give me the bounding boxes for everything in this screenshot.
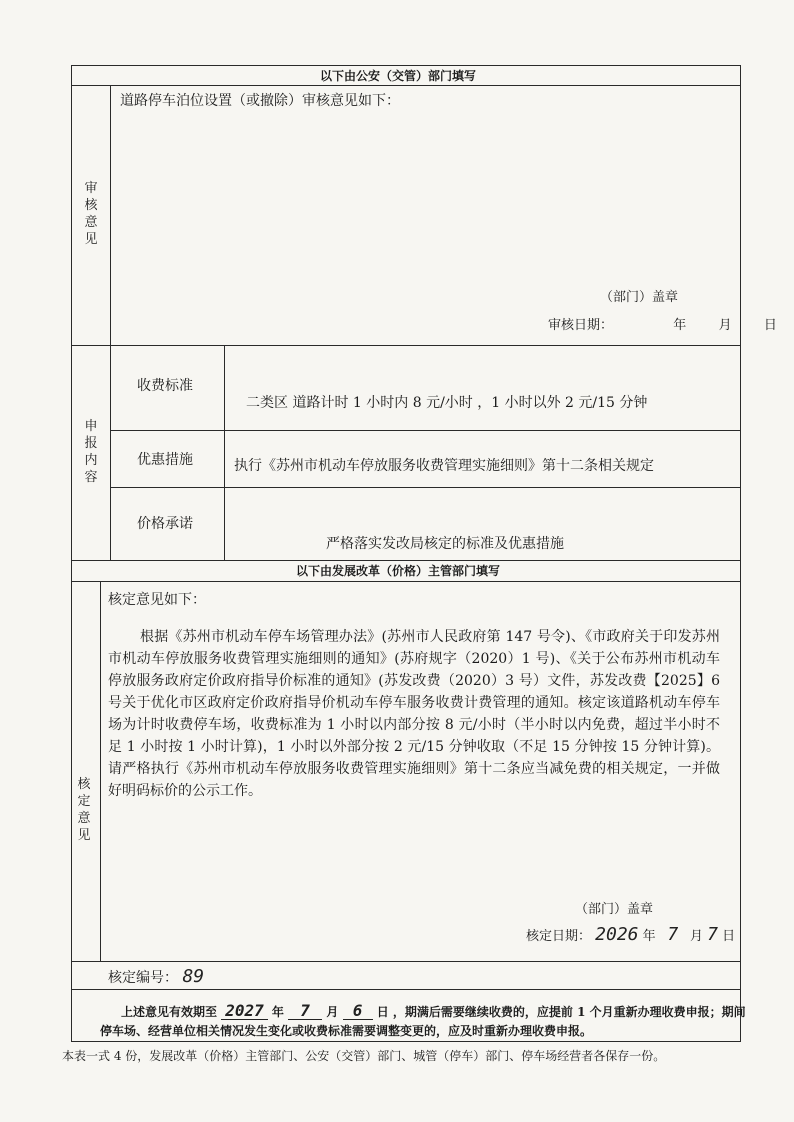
validity-line-2: 停车场、经营单位相关情况发生变化或收费标准需要调整变更的，应及时重新办理收费申报。 bbox=[100, 1024, 593, 1038]
price-opinion-text: 根据《苏州市机动车停车场管理办法》(苏州市人民政府第 147 号令)、《市政府关于印发苏州市机动车停放服务收费管理实施细则的通知》(苏府规字（2020）1 号)、《关于公布苏州市机动车停放服务政府定价政府指导价标准的通知》(苏发改费（2020）3 号）文件，苏发改费【2025】6 号关于优化市区政府定价政府指导价机动车停车服务收费计费管理的通知。核定该道路机动车停车场为计时收费停车场，收费标准为 1 小时以内部分按 8 元/小时（半小时以内免费，超过半小时不足 1 小时按 1 小时计算)，1 小时以外部分按 2 元/15 分钟收取（不足 15 分钟按 15 分钟计算)。请严格执行《苏州市机动车停放服务收费管理实施细则》第十二条应当减免费的相关规定，一并做好明码标价的公示工作。 bbox=[108, 629, 720, 799]
police-review-date bbox=[548, 319, 777, 332]
approval-number-label: 核定编号： bbox=[108, 970, 178, 986]
price-date-year-value: 2026 bbox=[595, 924, 639, 945]
price-approval-date bbox=[526, 926, 735, 944]
validity-year: 年 bbox=[271, 1005, 284, 1019]
price-date-year: 年 bbox=[642, 929, 656, 944]
police-header-divider bbox=[71, 85, 741, 86]
validity-year-value: 2027 bbox=[221, 1003, 268, 1020]
price-section-bottom bbox=[71, 961, 741, 962]
discount-measures-value: 执行《苏州市机动车停放服务收费管理实施细则》第十二条相关规定 bbox=[234, 458, 654, 474]
police-opinion-title: 道路停车泊位设置（或撤除）审核意见如下： bbox=[120, 93, 400, 109]
police-seal-label: （部门）盖章 bbox=[600, 290, 679, 305]
price-label-divider bbox=[100, 581, 101, 961]
price-commitment-value: 严格落实发改局核定的标准及优惠措施 bbox=[326, 536, 564, 552]
validity-day: 日 bbox=[376, 1005, 389, 1019]
application-row-divider-1 bbox=[110, 430, 741, 431]
price-section-label: 核定意见 bbox=[77, 777, 91, 843]
price-date-month: 月 bbox=[689, 929, 703, 944]
form-footnote: 本表一式 4 份，发展改革（价格）主管部门、公安（交管）部门、城管（停车）部门、停车场经营者各保存一份。 bbox=[62, 1049, 666, 1063]
validity-month: 月 bbox=[326, 1005, 339, 1019]
fee-standard-value: 二类区 道路计时 1 小时内 8 元/小时 ，1 小时以外 2 元/15 分钟 bbox=[246, 395, 648, 411]
police-section-bottom bbox=[71, 345, 741, 346]
application-row-divider-2 bbox=[110, 487, 741, 488]
frame-left bbox=[71, 65, 72, 1042]
validity-prefix: 上述意见有效期至 bbox=[121, 1005, 218, 1019]
application-section-bottom bbox=[71, 560, 741, 561]
police-section-label: 审核意见 bbox=[84, 181, 98, 247]
police-section-header: 以下由公安（交管）部门填写 bbox=[320, 69, 477, 83]
price-date-month-value: 7 bbox=[667, 924, 679, 945]
price-header-divider bbox=[71, 581, 741, 582]
frame-bottom bbox=[71, 1041, 741, 1042]
price-section-header: 以下由发展改革（价格）主管部门填写 bbox=[296, 564, 501, 578]
validity-month-value: 7 bbox=[288, 1003, 322, 1020]
police-label-divider bbox=[110, 85, 111, 345]
price-seal-label: （部门）盖章 bbox=[575, 902, 654, 917]
police-date-day: 日 bbox=[763, 318, 777, 333]
police-date-label: 审核日期： bbox=[548, 318, 614, 333]
application-label-divider bbox=[110, 345, 111, 560]
frame-top bbox=[71, 65, 741, 66]
validity-day-value: 6 bbox=[343, 1003, 373, 1020]
price-date-day-value: 7 bbox=[707, 924, 718, 945]
fee-standard-label: 收费标准 bbox=[137, 378, 193, 394]
police-date-month: 月 bbox=[718, 318, 732, 333]
approval-number-value: 89 bbox=[182, 966, 205, 987]
approval-number bbox=[108, 968, 204, 986]
approval-number-divider bbox=[71, 989, 741, 990]
price-date-day: 日 bbox=[722, 929, 736, 944]
price-date-label: 核定日期： bbox=[526, 929, 592, 944]
price-commitment-label: 价格承诺 bbox=[137, 516, 193, 532]
price-opinion-title: 核定意见如下： bbox=[108, 592, 206, 608]
police-date-year: 年 bbox=[673, 318, 687, 333]
validity-line-1 bbox=[121, 1003, 746, 1020]
frame-right bbox=[740, 65, 741, 1042]
application-section-label: 申报内容 bbox=[84, 419, 98, 485]
application-row-label-divider bbox=[224, 345, 225, 560]
discount-measures-label: 优惠措施 bbox=[137, 452, 193, 468]
validity-suffix: ，期满后需要继续收费的，应提前 1 个月重新办理收费申报；期间 bbox=[392, 1005, 746, 1019]
